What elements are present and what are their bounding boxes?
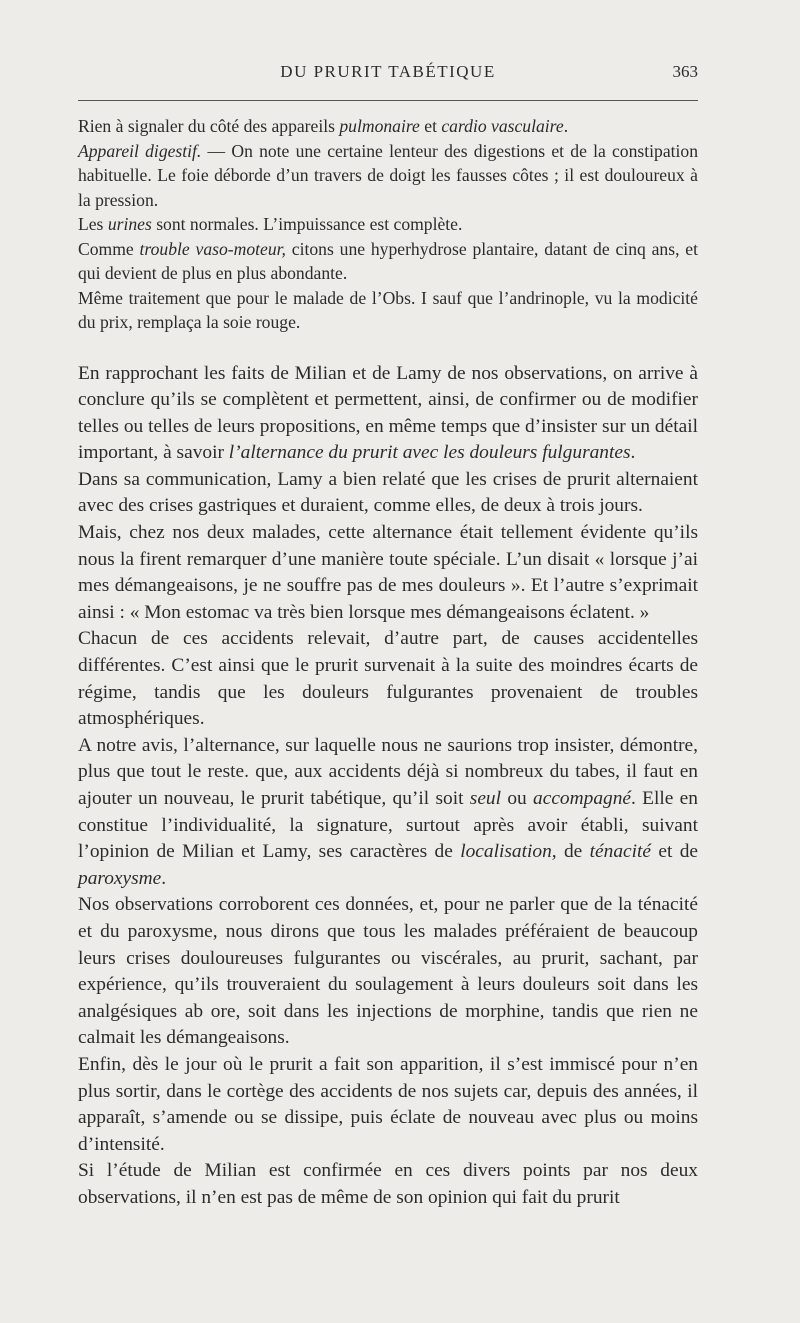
paragraph: Les urines sont normales. L’impuissance est complète. [78, 214, 463, 234]
paragraph: Rien à signaler du côté des appareils pulmonaire et cardio vasculaire. [78, 116, 569, 136]
paragraph: A notre avis, l’alternance, sur laquelle nous ne saurions trop insister, démontre, plus que tout le reste. que, aux accidents déjà si nombreux du tabes, il faut en ajouter un nouveau, le prurit tabétique, qu’il soit seul ou accompagné. Elle en constitue l’individualité, la signature, surtout après avoir établi, suivant l’opinion de Milian et Lamy, ses caractères de localisation, de ténacité et de paroxysme. [78, 734, 698, 889]
page-header [78, 62, 698, 86]
paragraph: Mais, chez nos deux malades, cette alternance était tellement évidente qu’ils nous la firent remarquer d’une manière toute spéciale. L’un disait « lorsque j’ai mes démangeaisons, je ne souffre pas de mes douleurs ». Et l’autre s’exprimait ainsi : « Mon estomac va très bien lorsque mes démangeaisons éclatent. » [78, 522, 698, 623]
header-rule [78, 100, 698, 101]
observation-details [78, 114, 698, 335]
paragraph: Dans sa communication, Lamy a bien relaté que les crises de prurit alternaient avec des crises gastriques et duraient, comme elles, de deux à trois jours. [78, 468, 698, 517]
page-body [78, 114, 698, 1212]
discussion-text [78, 361, 698, 1212]
paragraph: Même traitement que pour le malade de l’Obs. I sauf que l’andrinople, vu la modicité du prix, remplaça la soie rouge. [78, 287, 698, 332]
page-number: 363 [672, 62, 698, 81]
paragraph: Appareil digestif. — On note une certaine lenteur des digestions et de la constipation habituelle. Le foie déborde d’un travers de doigt les fausses côtes ; il est douloureux à la pression. [78, 140, 699, 210]
paragraph: Chacun de ces accidents relevait, d’autre part, de causes accidentelles différentes. C’est ainsi que le prurit survenait à la suite des moindres écarts de régime, tandis que les douleurs fulgurantes provenaient de troubles atmosphériques. [78, 628, 698, 730]
paragraph: En rapprochant les faits de Milian et de Lamy de nos observations, on arrive à conclure qu’ils se complètent et permettent, ainsi, de confirmer ou de modifier telles ou telles de leurs propositions, en même temps que d’insister sur un détail important, à savoir l’alternance du prurit avec les douleurs fulgurantes. [78, 362, 698, 464]
paragraph: Comme trouble vaso-moteur, citons une hyperhydrose plantaire, datant de cinq ans, et qui devient de plus en plus abondante. [78, 238, 699, 283]
paragraph: Nos observations corroborent ces données, et, pour ne parler que de la ténacité et du paroxysme, nous dirons que tous les malades préféraient de beaucoup leurs crises douloureuses fulgurantes ou viscérales, au prurit, sachant, par expérience, qu’ils trouveraient du soulagement à leurs douleurs soit dans les analgésiques ab ore, soit dans les injections de morphine, tandis que rien ne calmait les démangeaisons. [78, 894, 698, 1049]
paragraph: Enfin, dès le jour où le prurit a fait son apparition, il s’est immiscé pour n’en plus sortir, dans le cortège des accidents de nos sujets car, depuis des années, il apparaît, s’amende ou se dissipe, puis éclate de nouveau avec plus ou moins d’intensité. [78, 1053, 698, 1155]
running-title: DU PRURIT TABÉTIQUE [280, 62, 496, 81]
paragraph: Si l’étude de Milian est confirmée en ces divers points par nos deux observations, il n’en est pas de même de son opinion qui fait du prurit [78, 1160, 698, 1208]
